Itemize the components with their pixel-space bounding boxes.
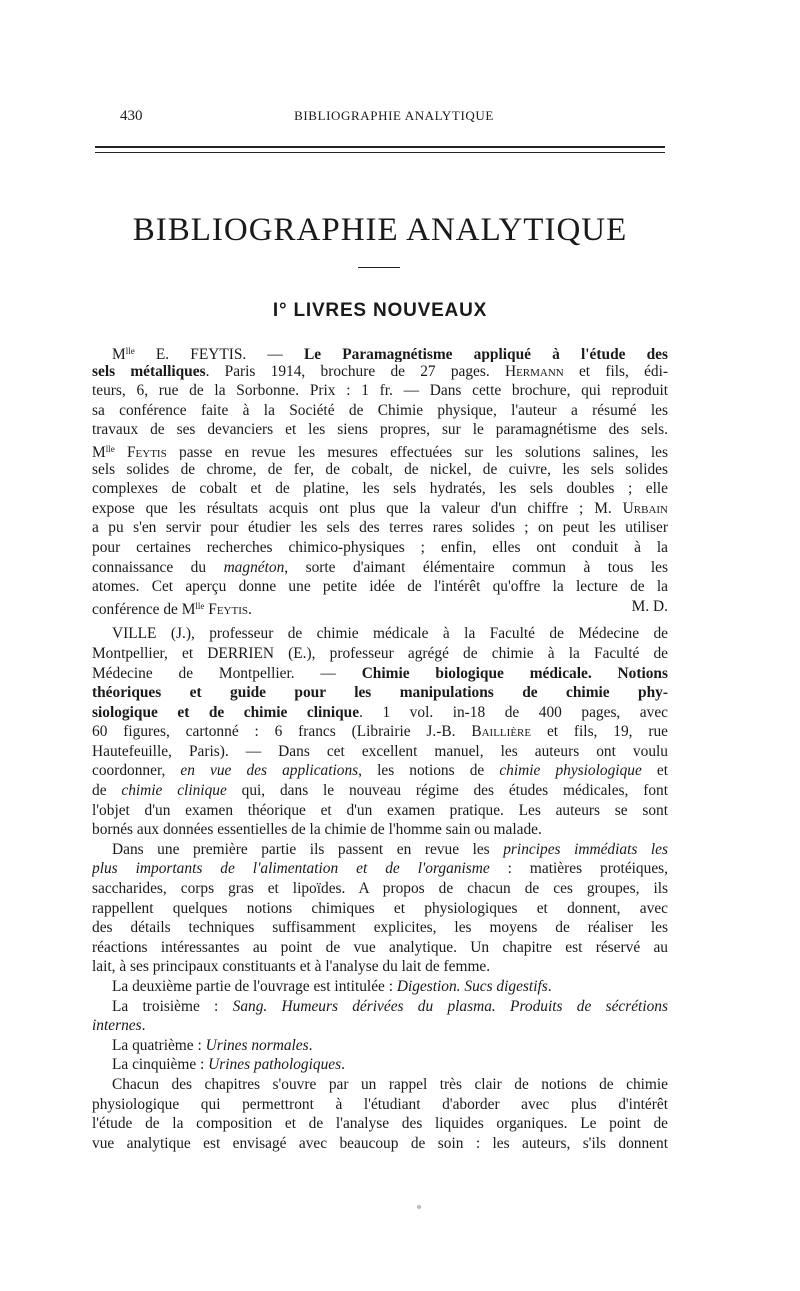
page-title: BIBLIOGRAPHIE ANALYTIQUE — [132, 212, 628, 248]
text-line: l'objet d'un examen théorique et d'un examen pratique. Les auteurs se sont — [92, 801, 668, 819]
text-line: sels solides de chrome, de fer, de cobalt, de nickel, de cuivre, les sels solides — [92, 460, 668, 478]
text-line: Montpellier, et DERRIEN (E.), professeur agrégé de chimie à la Faculté de — [92, 644, 668, 662]
paragraph-second-part: La deuxième partie de l'ouvrage est intitulée : Digestion. Sucs digestifs. — [112, 978, 552, 995]
reviewer-signature: M. D. — [631, 597, 668, 615]
text-line: plus importants de l'alimentation et de l'organisme : matières protéiques, — [92, 860, 668, 878]
paragraph-chapters — [92, 1075, 668, 1153]
text-line: pour certaines recherches chimico-physiques ; enfin, elles ont conduit à la — [92, 538, 668, 556]
text-line: saccharides, corps gras et lipoïdes. A propos de chacun de ces groupes, ils — [92, 880, 668, 898]
review-ville-derrien — [92, 624, 668, 840]
text-line: internes. — [92, 1017, 146, 1035]
review-feytis — [92, 342, 668, 616]
paragraph-first-part — [92, 840, 668, 977]
text-line: connaissance du magnéton, sorte d'aimant élémentaire commun à tous les — [92, 558, 668, 576]
text-line: VILLE (J.), professeur de chimie médicale à la Faculté de Médecine de — [112, 625, 668, 643]
text-line: rappellent quelques notions chimiques et physiologiques et donnent, avec — [92, 899, 668, 917]
text-line: bornés aux données essentielles de la chimie de l'homme sain ou malade. — [92, 821, 542, 839]
text-line: sa conférence faite à la Société de Chimie physique, l'auteur a résumé les — [92, 401, 668, 419]
title-rule — [358, 267, 400, 268]
text-line: atomes. Cet aperçu donne une petite idée de l'intérêt qu'offre la lecture de la — [92, 578, 668, 596]
paragraph-third-part — [92, 997, 668, 1036]
paragraph-fourth-part: La quatrième : Urines normales. — [112, 1036, 313, 1054]
paragraph-fifth-part: La cinquième : Urines pathologiques. — [112, 1056, 345, 1074]
text-line: lait, à ses principaux constituants et à l'analyse du lait de femme. — [92, 958, 491, 976]
text-line: $M^{lle}$ Feytis passe en revue les mesures effectuées sur les solutions salines, les — [92, 443, 668, 460]
text-line: $M^{lle}$ E. FEYTIS. — Le Paramagnétisme appliqué à l'étude des — [112, 346, 668, 362]
book-title: Le Paramagnétisme appliqué à l'étude des — [303, 346, 668, 362]
running-head — [120, 108, 668, 130]
page-number: 430 — [120, 108, 143, 124]
text-line: de chimie clinique qui, dans le nouveau régime des études médicales, font — [92, 782, 668, 800]
text-line: expose que les résultats acquis ont plus que la valeur d'un chiffre ; M. Urbain — [92, 499, 668, 517]
text-line: a pu s'en servir pour étudier les sels des terres rares solides ; on peut les utiliser — [92, 519, 668, 537]
running-title: BIBLIOGRAPHIE ANALYTIQUE — [294, 108, 494, 123]
text-line: teurs, 6, rue de la Sorbonne. Prix : 1 fr. — Dans cette brochure, qui reproduit — [92, 382, 668, 400]
text-line: des détails techniques suffisamment explicites, les moyens de réaliser les — [92, 919, 668, 937]
text-line: 60 figures, cartonné : 6 francs (Librairie J.-B. Baillière et fils, 19, rue — [92, 723, 668, 741]
print-speck — [417, 1205, 421, 1209]
body-text — [92, 342, 668, 1153]
header-double-rule — [95, 146, 665, 153]
text-line: Médecine de Montpellier. — Chimie biologique médicale. Notions — [92, 664, 668, 682]
text-line: Chacun des chapitres s'ouvre par un rappel très clair de notions de chimie — [112, 1075, 668, 1093]
book-title: Chimie biologique médicale. Notions — [361, 664, 668, 682]
text-line: complexes de cobalt et de platine, les sels hydratés, les sels doubles ; elle — [92, 480, 668, 498]
text-line: siologique et de chimie clinique. 1 vol. in-18 de 400 pages, avec — [92, 703, 668, 721]
text-line: conférence de $M^{lle}$ Feytis. M. D. — [92, 597, 668, 617]
text-line: physiologique qui permettront à l'étudiant d'aborder avec plus d'intérêt — [92, 1095, 668, 1113]
text-line: Dans une première partie ils passent en revue les principes immédiats les — [112, 840, 668, 858]
text-line: coordonner, en vue des applications, les notions de chimie physiologique et — [92, 762, 668, 780]
text-line: vue analytique est envisagé avec beaucoup de soin : les auteurs, s'ils donnent — [92, 1134, 668, 1152]
text-line: l'étude de la composition et de l'analyse des liquides organiques. Le point de — [92, 1115, 668, 1133]
text-line: sels métalliques. Paris 1914, brochure de 27 pages. Hermann et fils, édi- — [92, 362, 668, 380]
text-line: travaux de ses devanciers et les siens propres, sur le paramagnétisme des sels. — [92, 421, 668, 439]
book-title: sels métalliques — [92, 362, 206, 380]
text-line: réactions intéressantes au point de vue analytique. Un chapitre est réservé au — [92, 938, 668, 956]
text-line: théoriques et guide pour les manipulations de chimie phy- — [92, 684, 668, 702]
text-line: La troisième : Sang. Humeurs dérivées du plasma. Produits de sécrétions — [112, 997, 668, 1015]
text-line: Hautefeuille, Paris). — Dans cet excellent manuel, les auteurs ont voulu — [92, 742, 668, 760]
section-heading: I° LIVRES NOUVEAUX — [272, 300, 488, 321]
